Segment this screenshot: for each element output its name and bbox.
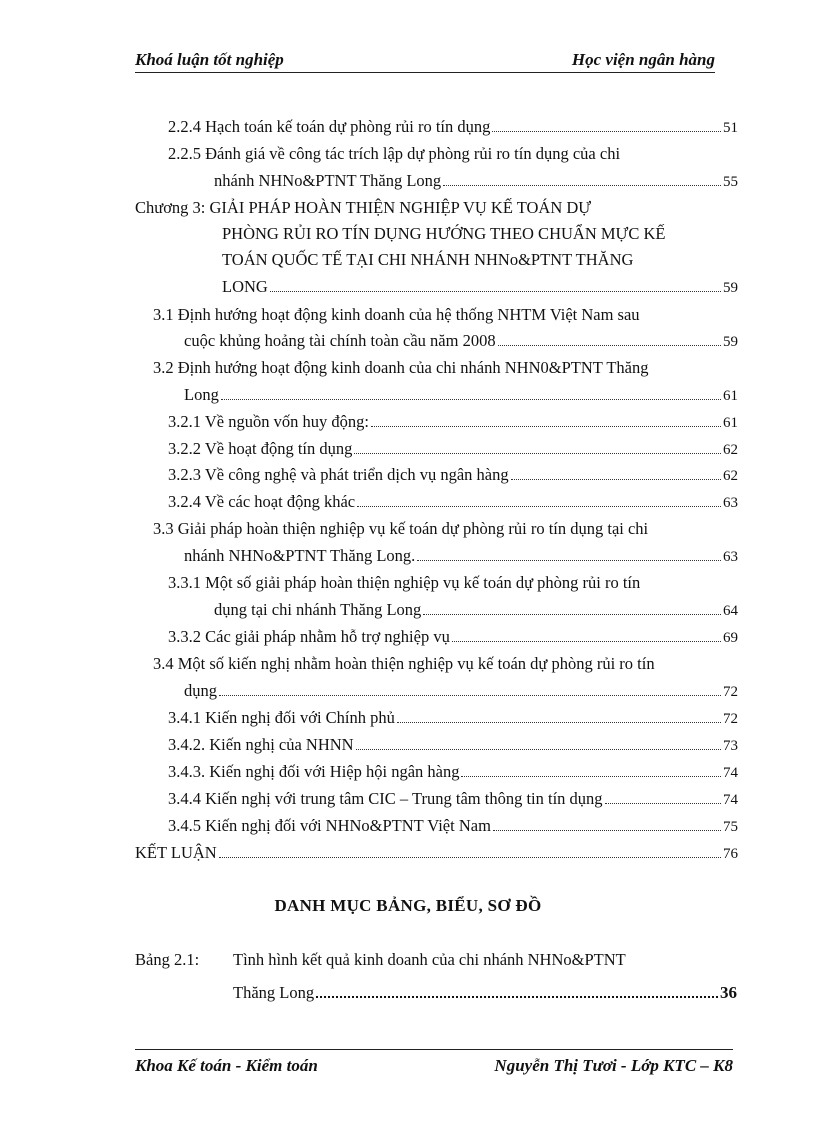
table-entry-title: Tình hình kết quả kinh doanh của chi nhánh NHNo&PTNT: [233, 950, 626, 969]
toc-entry: 2.2.5 Đánh giá về công tác trích lập dự phòng rủi ro tín dụng của chi: [168, 144, 621, 163]
chapter-heading-cont: PHÒNG RỦI RO TÍN DỤNG HƯỚNG THEO CHUẨN MỰC KẾ: [222, 224, 666, 243]
toc-entry: 3.4.1 Kiến nghị đối với Chính phủ 72: [168, 708, 738, 727]
page-footer: [135, 1049, 733, 1075]
toc-entry: 2.2.4 Hạch toán kế toán dự phòng rủi ro tín dụng 51: [168, 117, 738, 136]
toc-entry: 3.4.5 Kiến nghị đối với NHNo&PTNT Việt Nam 75: [168, 816, 738, 835]
toc-entry: 3.2 Định hướng hoạt động kinh doanh của chi nhánh NHN0&PTNT Thăng: [153, 358, 649, 377]
toc-entry: dụng tại chi nhánh Thăng Long 64: [214, 600, 738, 619]
footer-left: Khoa Kế toán - Kiểm toán: [135, 1056, 318, 1075]
table-entry-label: Bảng 2.1:: [135, 950, 200, 969]
toc-entry: 3.2.1 Về nguồn vốn huy động: 61: [168, 412, 738, 431]
chapter-heading: Chương 3: GIẢI PHÁP HOÀN THIỆN NGHIỆP VỤ KẾ TOÁN DỰ: [135, 198, 592, 217]
toc-entry: LONG 59: [222, 277, 738, 296]
toc-entry: nhánh NHNo&PTNT Thăng Long. 63: [184, 546, 738, 565]
toc-entry: 3.2.3 Về công nghệ và phát triển dịch vụ ngân hàng 62: [168, 465, 738, 484]
toc-entry: 3.2.2 Về hoạt động tín dụng 62: [168, 439, 738, 458]
list-title: DANH MỤC BẢNG, BIỂU, SƠ ĐỒ: [274, 896, 542, 915]
toc-entry: 3.3.1 Một số giải pháp hoàn thiện nghiệp vụ kế toán dự phòng rủi ro tín: [168, 573, 641, 592]
toc-entry: nhánh NHNo&PTNT Thăng Long 55: [214, 171, 738, 190]
toc-entry: 3.2.4 Về các hoạt động khác 63: [168, 492, 738, 511]
toc-entry: 3.3 Giải pháp hoàn thiện nghiệp vụ kế toán dự phòng rủi ro tín dụng tại chi: [153, 519, 649, 538]
toc-entry: 3.4 Một số kiến nghị nhằm hoàn thiện nghiệp vụ kế toán dự phòng rủi ro tín: [153, 654, 655, 673]
page-header: [135, 48, 715, 73]
toc-entry: 3.3.2 Các giải pháp nhằm hỗ trợ nghiệp vụ 69: [168, 627, 738, 646]
toc-entry: 3.4.2. Kiến nghị của NHNN 73: [168, 735, 738, 754]
toc-entry: dụng 72: [184, 681, 738, 700]
toc-entry: Long 61: [184, 385, 738, 404]
toc-entry: cuộc khủng hoảng tài chính toàn cầu năm 2008 59: [184, 331, 738, 350]
toc-entry: 3.1 Định hướng hoạt động kinh doanh của hệ thống NHTM Việt Nam sau: [153, 305, 640, 324]
header-right: Học viện ngân hàng: [571, 50, 715, 69]
footer-right: Nguyễn Thị Tươi - Lớp KTC – K8: [494, 1056, 733, 1075]
header-left: Khoá luận tốt nghiệp: [135, 50, 284, 69]
toc-entry: 3.4.4 Kiến nghị với trung tâm CIC – Trung tâm thông tin tín dụng 74: [168, 789, 738, 808]
chapter-heading-cont: TOÁN QUỐC TẾ TẠI CHI NHÁNH NHNo&PTNT THĂNG: [222, 250, 634, 269]
toc-entry: KẾT LUẬN 76: [135, 843, 738, 862]
table-entry-title-cont: Thăng Long 36: [233, 983, 737, 1002]
toc-entry: 3.4.3. Kiến nghị đối với Hiệp hội ngân hàng 74: [168, 762, 738, 781]
